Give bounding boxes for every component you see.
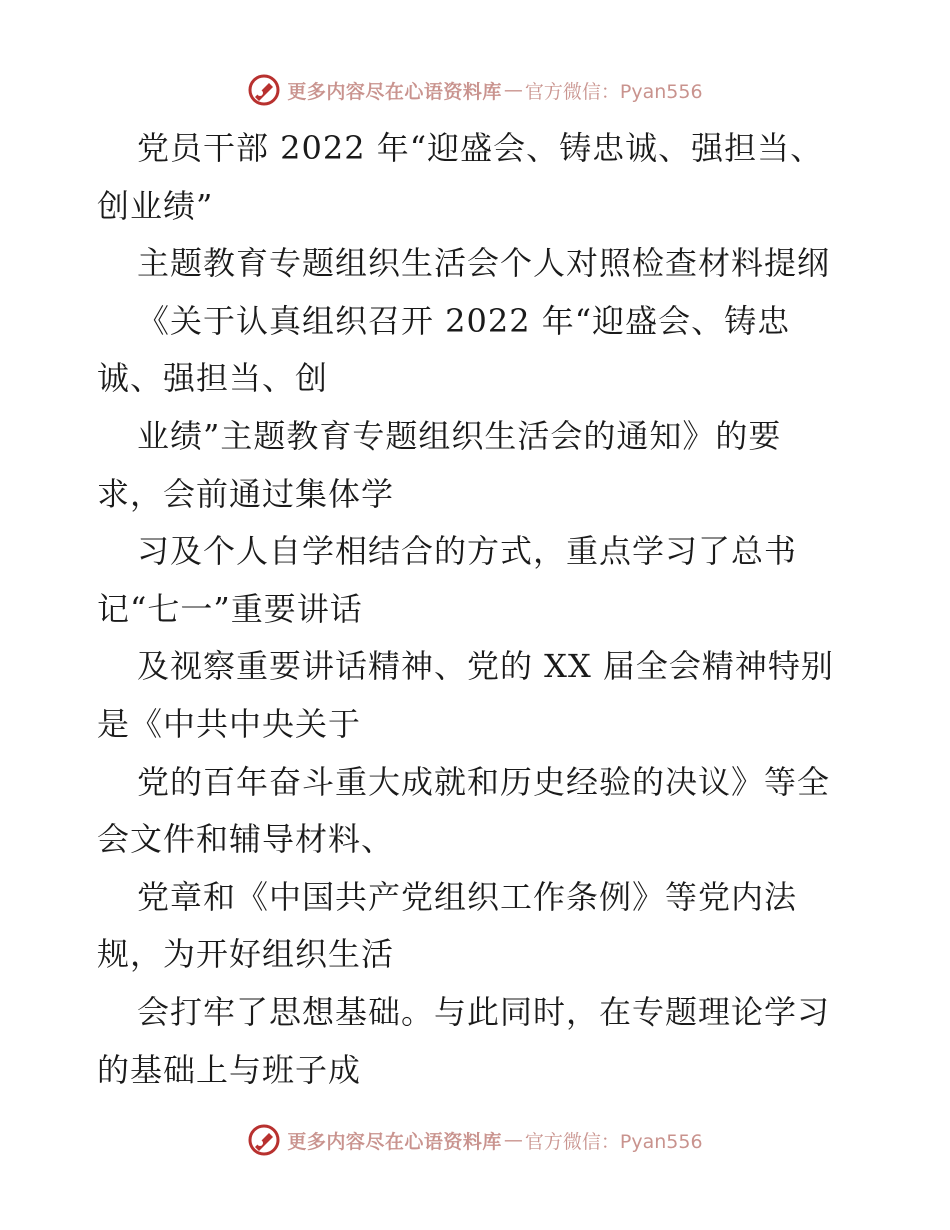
header-separator: — — [503, 79, 523, 101]
doc-line: 是《中共中央关于 — [97, 704, 362, 743]
footer-separator: — — [503, 1129, 523, 1151]
doc-line: 求，会前通过集体学 — [97, 474, 395, 513]
doc-line: 记“七一”重要讲话 — [97, 589, 363, 628]
doc-line: 会文件和辅导材料、 — [97, 820, 395, 859]
brand-logo-icon — [247, 1123, 281, 1157]
document-body — [97, 120, 867, 1099]
doc-line: 党的百年奋斗重大成就和历史经验的决议》等全 — [137, 762, 831, 801]
doc-line: 及视察重要讲话精神、党的 XX 届全会精神特别 — [137, 647, 834, 686]
doc-line: 党员干部 2022 年“迎盛会、铸忠诚、强担当、 — [137, 129, 824, 167]
header-site-text: 更多内容尽在心语资料库 — [287, 80, 502, 103]
doc-line: 业绩”主题教育专题组织生活会的通知》的要 — [137, 416, 782, 455]
header-banner — [0, 70, 950, 110]
doc-line: 主题教育专题组织生活会个人对照检查材料提纲 — [137, 244, 831, 283]
doc-line: 的基础上与班子成 — [97, 1050, 362, 1089]
doc-line: 创业绩” — [97, 186, 214, 225]
doc-line: 党章和《中国共产党组织工作条例》等党内法 — [137, 877, 798, 916]
doc-line: 《关于认真组织召开 2022 年“迎盛会、铸忠 — [137, 301, 791, 340]
doc-line: 诚、强担当、创 — [97, 359, 329, 398]
doc-line: 习及个人自学相结合的方式，重点学习了总书 — [137, 532, 798, 571]
header-wechat-text: 官方微信：Pyan556 — [524, 80, 703, 103]
doc-line: 规，为开好组织生活 — [97, 935, 395, 974]
doc-line: 会打牢了思想基础。与此同时，在专题理论学习 — [137, 992, 831, 1031]
footer-site-text: 更多内容尽在心语资料库 — [287, 1130, 502, 1153]
footer-banner — [0, 1120, 950, 1160]
footer-wechat-text: 官方微信：Pyan556 — [524, 1130, 703, 1153]
brand-logo-icon — [247, 73, 281, 107]
